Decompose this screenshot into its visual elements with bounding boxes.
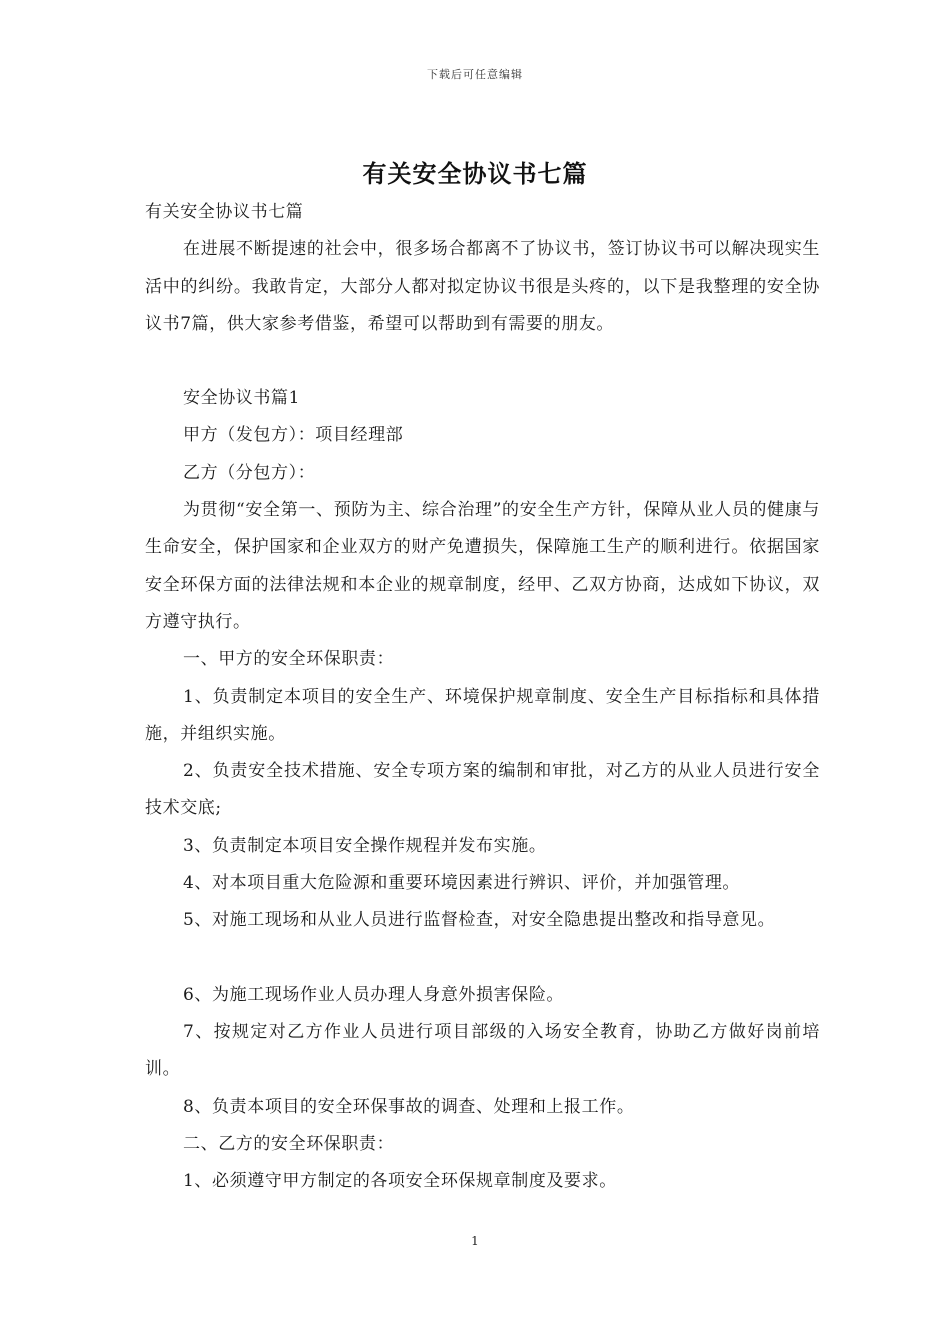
document-title: 有关安全协议书七篇	[362, 159, 588, 188]
header-note: 下载后可任意编辑	[427, 68, 523, 81]
party-b-line: 乙方（分包方）：	[183, 462, 316, 483]
list-item: 5、对施工现场和从业人员进行监督检查，对安全隐患提出整改和指导意见。	[183, 910, 776, 931]
paragraph-gap	[145, 940, 820, 977]
intro-paragraph: 在进展不断提速的社会中，很多场合都离不了协议书，签订协议书可以解决现实生活中的纠纷。我敢肯定，大部分人都对拟定协议书很是头疼的，以下是我整理的安全协议书7篇，供大家参考借鉴，希望可以帮助到有需要的朋友。	[145, 239, 820, 334]
party-a-line: 甲方（发包方）：项目经理部	[183, 425, 404, 446]
document-body	[145, 194, 820, 1200]
list-item: 3、负责制定本项目安全操作规程并发布实施。	[183, 835, 547, 856]
list-item: 2、负责安全技术措施、安全专项方案的编制和审批，对乙方的从业人员进行安全技术交底;	[145, 761, 820, 819]
paragraph-gap	[145, 343, 820, 380]
list-item: 1、负责制定本项目的安全生产、环境保护规章制度、安全生产目标指标和具体措施，并组织实施。	[145, 686, 820, 744]
list-item: 7、按规定对乙方作业人员进行项目部级的入场安全教育，协助乙方做好岗前培训。	[145, 1021, 820, 1080]
list-item: 8、负责本项目的安全环保事故的调查、处理和上报工作。	[183, 1096, 635, 1117]
list-item: 6、为施工现场作业人员办理人身意外损害保险。	[183, 984, 565, 1005]
part-two-heading: 二、乙方的安全环保职责：	[183, 1133, 395, 1154]
purpose-paragraph: 为贯彻“安全第一、预防为主、综合治理”的安全生产方针，保障从业人员的健康与生命安全，保护国家和企业双方的财产免遭损失，保障施工生产的顺利进行。依据国家安全环保方面的法律法规和本企业的规章制度，经甲、乙双方协商，达成如下协议，双方遵守执行。	[145, 500, 820, 632]
part-one-heading: 一、甲方的安全环保职责：	[183, 649, 395, 670]
list-item: 4、对本项目重大危险源和重要环境因素进行辨识、评价，并加强管理。	[183, 873, 741, 894]
page-number: 1	[471, 1234, 479, 1248]
section-heading: 安全协议书篇1	[183, 388, 301, 409]
list-item: 1、必须遵守甲方制定的各项安全环保规章制度及要求。	[183, 1171, 617, 1192]
subtitle: 有关安全协议书七篇	[145, 202, 304, 222]
